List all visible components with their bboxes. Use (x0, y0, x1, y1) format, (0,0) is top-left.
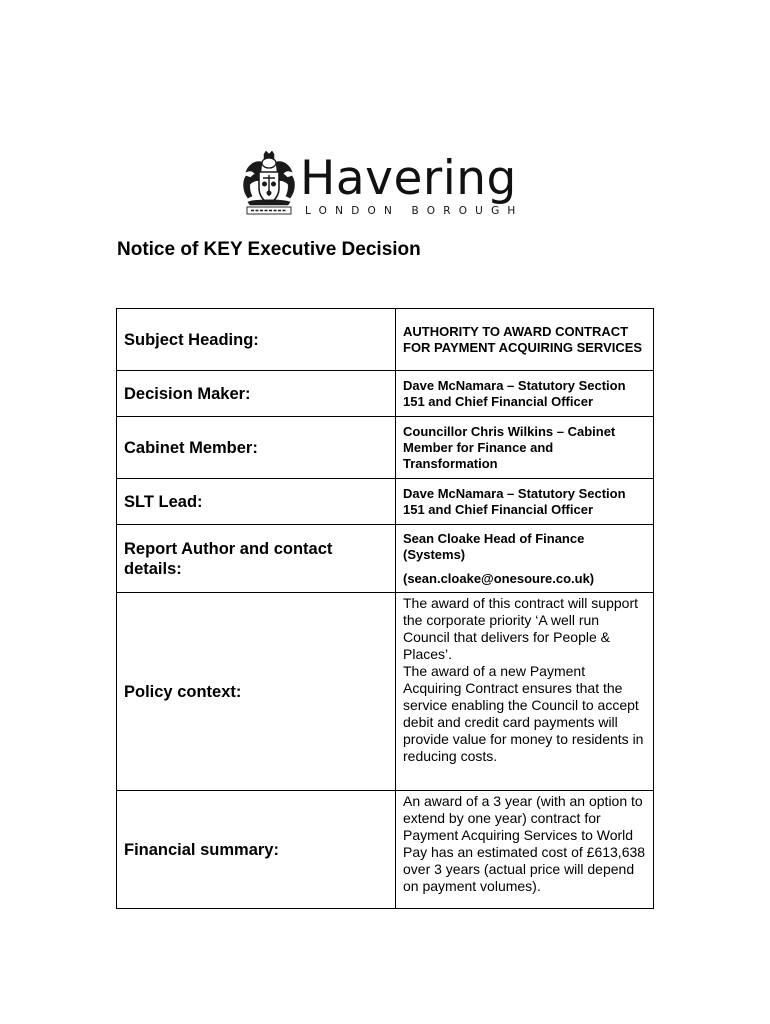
policy-context-paragraph: The award of this contract will support the corporate priority ‘A well run Council that delivers for People & Places’. (403, 595, 638, 662)
subject-heading-value: AUTHORITY TO AWARD CONTRACT FOR PAYMENT ACQUIRING SERVICES (396, 309, 654, 371)
decision-maker-value: Dave McNamara – Statutory Section 151 and Chief Financial Officer (396, 371, 654, 417)
havering-logo (240, 150, 530, 222)
policy-context-label: Policy context: (117, 593, 396, 791)
financial-summary-value: An award of a 3 year (with an option to extend by one year) contract for Payment Acquiring Services to World Pay has an estimated cost of £613,638 over 3 years (actual price will depend on payment volumes). (396, 791, 654, 909)
table-row-report-author (117, 525, 654, 593)
table-row-decision-maker (117, 371, 654, 417)
slt-lead-value: Dave McNamara – Statutory Section 151 and Chief Financial Officer (396, 479, 654, 525)
borough-crest-icon (240, 150, 298, 218)
report-author-label: Report Author and contact details: (117, 525, 396, 593)
logo-subtitle: LONDON BOROUGH (305, 205, 524, 217)
cabinet-member-label: Cabinet Member: (117, 417, 396, 479)
subject-heading-label: Subject Heading: (117, 309, 396, 371)
financial-summary-label: Financial summary: (117, 791, 396, 909)
page-title: Notice of KEY Executive Decision (117, 239, 421, 260)
report-author-email: (sean.cloake@onesoure.co.uk) (403, 570, 595, 586)
table-row-slt-lead (117, 479, 654, 525)
report-author-name: Sean Cloake Head of Finance (Systems) (403, 530, 585, 562)
decision-table (116, 308, 654, 909)
decision-maker-label: Decision Maker: (117, 371, 396, 417)
slt-lead-label: SLT Lead: (117, 479, 396, 525)
logo-wordmark: Havering (300, 151, 517, 206)
policy-context-paragraph: The award of a new Payment Acquiring Contract ensures that the service enabling the Council to accept debit and credit card payments will provide value for money to residents in reducing costs. (403, 663, 644, 764)
table-row-subject (117, 309, 654, 371)
table-row-cabinet-member (117, 417, 654, 479)
report-author-value (396, 525, 654, 593)
policy-context-value (396, 593, 654, 791)
table-row-financial-summary (117, 791, 654, 909)
cabinet-member-value: Councillor Chris Wilkins – Cabinet Member for Finance and Transformation (396, 417, 654, 479)
table-row-policy-context (117, 593, 654, 791)
